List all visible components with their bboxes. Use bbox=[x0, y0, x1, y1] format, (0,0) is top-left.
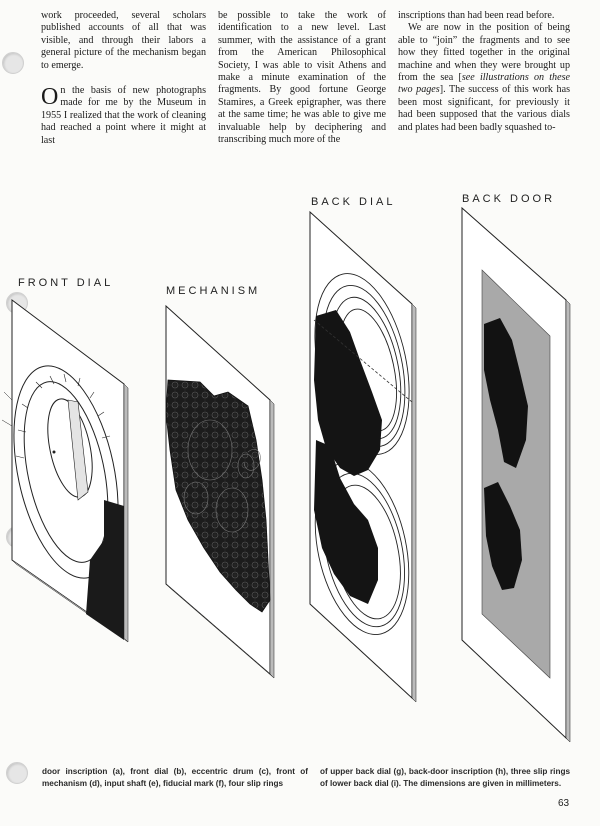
mechanism-plate bbox=[166, 306, 274, 678]
label-front-dial: FRONT DIAL bbox=[18, 277, 114, 289]
paragraph-1955-text: n the basis of new photographs made for me by the Museum in 1955 I realized that the work of cleaning had reached a point where it might at last bbox=[41, 85, 206, 146]
label-mechanism: MECHANISM bbox=[166, 285, 261, 297]
figure-caption-right: of upper back dial (g), back-door inscription (h), three slip rings of lower back dial (i). The dimensions are given in millimeters. bbox=[320, 767, 570, 788]
front-dial-plate bbox=[0, 300, 135, 642]
page-number: 63 bbox=[558, 798, 570, 809]
back-door-plate bbox=[462, 208, 570, 742]
paragraph-join-text-a: We are now in the position of being able to “join” the fragments and to see how they fitted together in the original machine and when they were brought up from the sea [ bbox=[398, 22, 570, 84]
paragraph-athens: be possible to take the work of identification to a new level. Last summer, with the assistance of a grant from the American Philosophical Society, I was able to visit Athens and make a minute examination of the fragments. By good fortune George Stamires, a Greek epigrapher, was there at the same time; he was able to give me invaluable help by deciphering and transcribing much more of the bbox=[218, 10, 386, 146]
paragraph-inscriptions-end: inscriptions than had been read before. bbox=[398, 10, 555, 21]
paragraph-join-text-b: ]. The success of this work has been most significant, for previously it had been supposed that the various dials and plates had been badly squashed to- bbox=[398, 84, 571, 133]
figure-caption-left: door inscription (a), front dial (b), eccentric drum (c), front of mechanism (d), input shaft (e), fiducial mark (f), four slip rings bbox=[42, 767, 308, 788]
label-back-dial: BACK DIAL bbox=[311, 196, 396, 208]
drop-cap: O bbox=[41, 84, 59, 111]
illustration-reference: see illustrations on these two pages bbox=[398, 72, 570, 96]
label-back-door: BACK DOOR bbox=[462, 193, 556, 205]
back-dial-plate bbox=[300, 212, 424, 702]
paragraph-continued: work proceeded, several scholars published accounts of all that was visible, and through their labors a general picture of the mechanism began to emerge. bbox=[41, 10, 206, 71]
